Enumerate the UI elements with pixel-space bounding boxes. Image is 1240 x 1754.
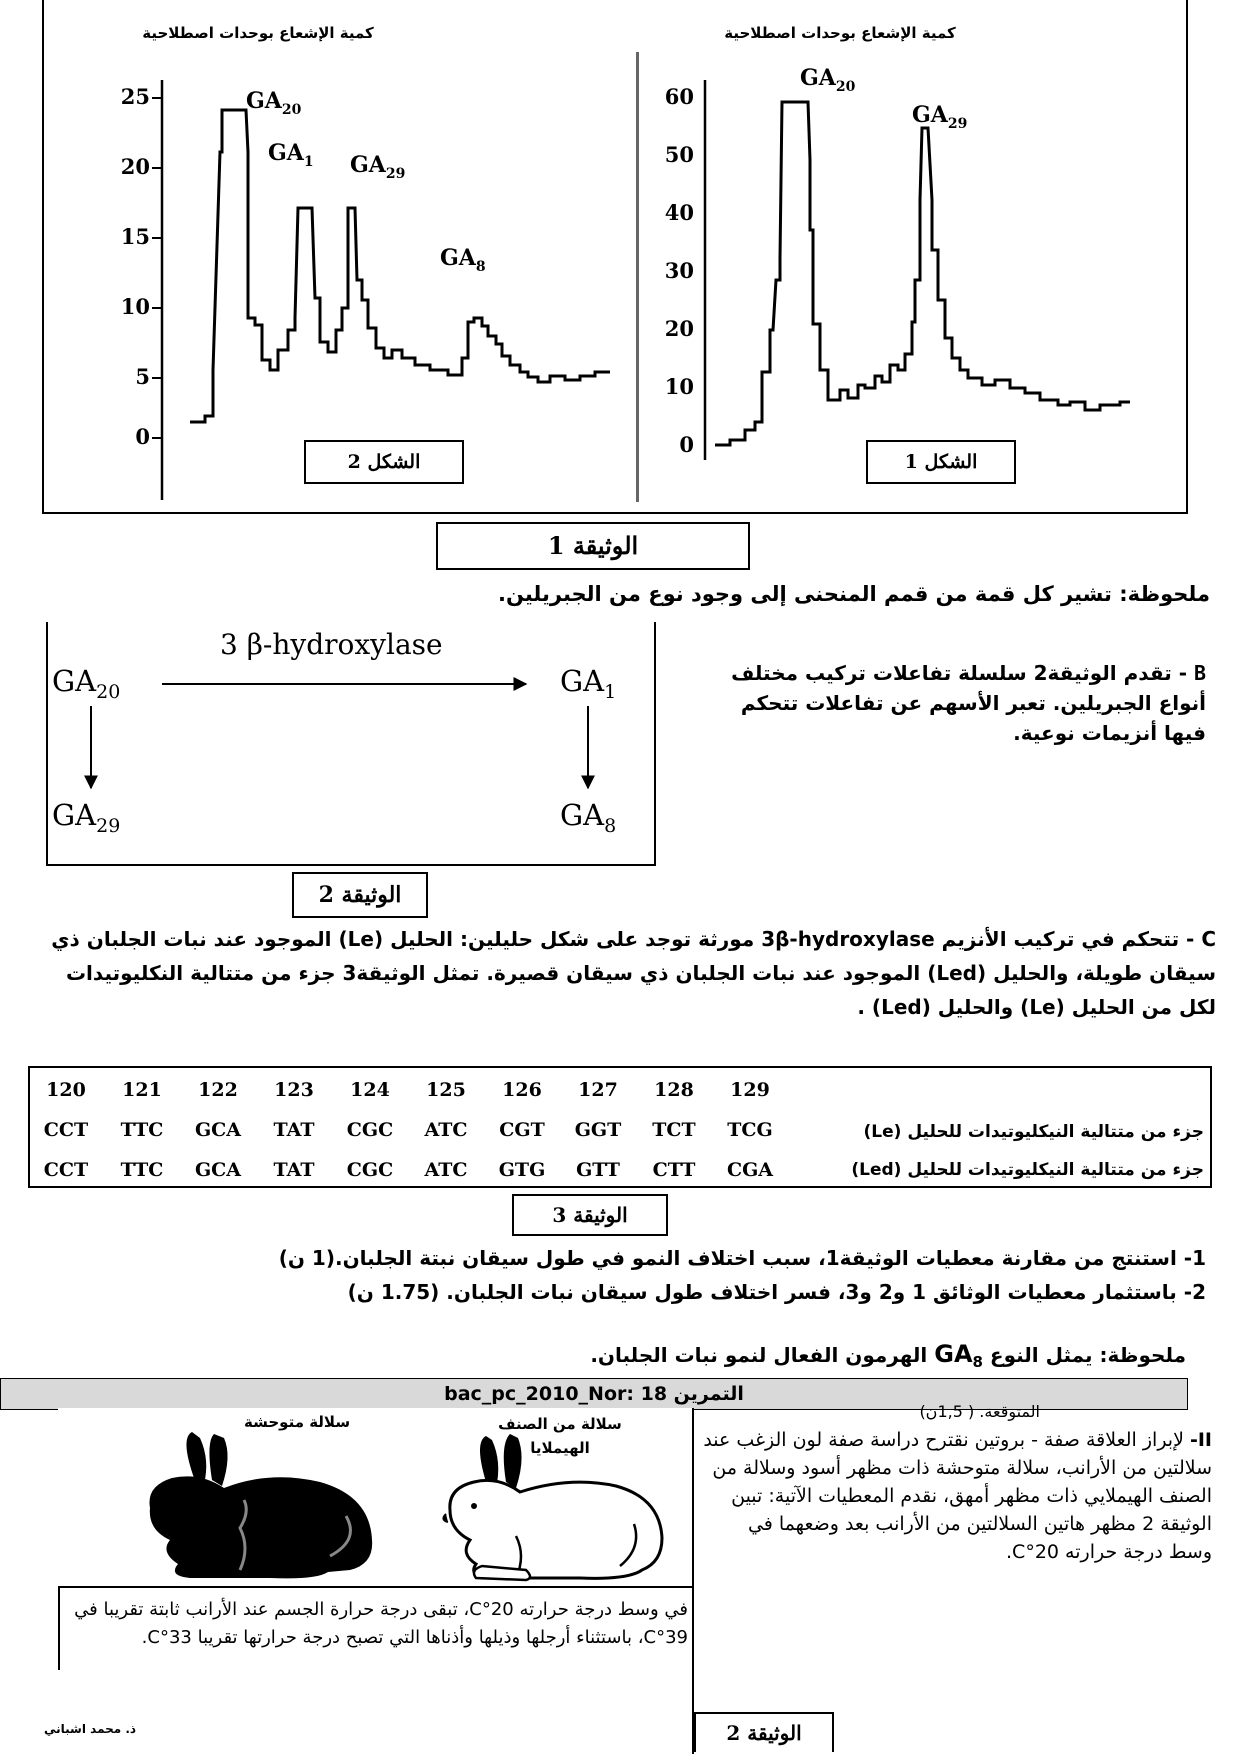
codon-cell: TTC [120,1119,164,1141]
codon-cell: CGA [726,1159,774,1181]
document-2-caption: الوثيقة 2 [292,872,428,918]
text-c-body: - تتحكم في تركيب الأنزيم 3β-hydroxylase مورثة توجد على شكل حليلين: الحليل (Le) الموجود عند نبات الجلبان ذي سيقان طويلة، والحليل (Led) الموجود عند نبات الجلبان ذي سيقان قصيرة. تمثل الوثيقة3 جزء من متتالية النكليوتيدات لكل من الحليل (Le) والحليل (Led) . [51,927,1216,1019]
position-cell: 129 [730,1079,770,1101]
left-ylabel: كمية الإشعاع بوحدات اصطلاحية [142,24,374,42]
codon-cell: CGC [346,1159,394,1181]
codon-cell: TAT [273,1159,315,1181]
document-3-caption: الوثيقة 3 [512,1194,668,1236]
led-codon-row [28,1150,788,1190]
right-ytick-label: 30 [664,258,694,283]
right-ytick-label: 0 [679,432,694,457]
right-ytick-label: 10 [664,374,694,399]
codon-cell: CCT [43,1119,89,1141]
ex18-document-2-caption: الوثيقة 2 [694,1712,834,1752]
right-ytick-label: 50 [664,142,694,167]
document-1-caption: الوثيقة 1 [436,522,750,570]
note-2 [220,1340,1186,1371]
right-ytick-label: 60 [664,84,694,109]
codon-cell: GGT [574,1119,622,1141]
right-peak-labels [800,65,967,132]
middle-vertical-line [692,1408,694,1754]
position-cell: 128 [654,1079,694,1101]
codon-cell: CTT [652,1159,696,1181]
text-c-letter: C [1201,927,1216,951]
section-ii-number: II- [1189,1429,1212,1451]
node-ga29: $GA_{29}$ [52,798,121,837]
codon-cell: GCA [194,1159,242,1181]
note-2-sub: 8 [972,1353,983,1371]
codon-cell: CGC [346,1119,394,1141]
section-ii-text [702,1426,1212,1566]
codon-cell: TAT [273,1119,315,1141]
left-ytick-label: 25 [120,84,150,109]
cut-text: المتوقعة. ( 1,5ن) [919,1402,1040,1421]
question-2: 2- باستثمار معطيات الوثائق 1 و2 و3، فسر اختلاف طول سيقان نبات الجلبان. (1.75 ن) [347,1280,1206,1304]
author: ذ. محمد اشباني [44,1722,137,1736]
temperature-text: في وسط درجة حرارته 20°C، تبقى درجة حرارة الجسم عند الأرانب ثابتة تقريبا في 39°C، باستثناء أرجلها وذيلها وأذناها التي تصبح درجة حرارتها تقريبا 33°C. [74,1599,688,1648]
position-cell: 123 [274,1079,314,1101]
sequence-table [28,1070,788,1190]
right-ytick-label: 20 [664,316,694,341]
position-cell: 120 [46,1079,86,1101]
right-ylabel: كمية الإشعاع بوحدات اصطلاحية [724,24,956,42]
codon-cell: GTG [498,1159,546,1181]
position-cell: 122 [198,1079,238,1101]
codon-cell: CGT [499,1119,545,1141]
note-2-after: الهرمون الفعال لنمو نبات الجلبان. [590,1343,935,1367]
left-ytick-labels [121,84,150,449]
position-cell: 126 [502,1079,542,1101]
codon-cell: TCG [727,1119,773,1141]
note-2-before: ملحوظة: يمثل النوع [982,1343,1186,1367]
peak-label-ga29: $GA_{29}$ [350,152,406,182]
le-codon-row [28,1110,788,1150]
codon-cell: TTC [120,1159,164,1181]
position-cell: 121 [122,1079,162,1101]
note-2-ga: GA [934,1340,973,1368]
wild-rabbit-image [120,1430,380,1584]
himalayan-rabbit-image [430,1430,690,1584]
peak-label-ga20: $GA_{20}$ [800,65,856,95]
question-1: 1- استنتج من مقارنة معطيات الوثيقة1، سبب اختلاف النمو في طول سيقان نبتة الجلبان.(1 ن) [278,1246,1206,1270]
rabbit-himalaya-label: سلالة من الصنف الهيملايا [498,1415,622,1457]
left-ytick-label: 0 [135,424,150,449]
position-cell: 125 [426,1079,466,1101]
left-ytick-label: 15 [120,224,150,249]
peak-label-ga8: $GA_8$ [440,245,486,275]
led-row-label: جزء من متتالية النيكليوتيدات للحليل (Led) [851,1160,1204,1180]
codon-cell: TCT [652,1119,696,1141]
peak-label-ga29: $GA_{29}$ [912,102,968,132]
position-row [28,1070,788,1110]
enzyme-label: 3 β-hydroxylase [220,628,443,661]
codon-cell: ATC [424,1119,468,1141]
node-ga8: $GA_8$ [560,798,617,837]
codon-cell: CCT [43,1159,89,1181]
peak-label-ga20: $GA_{20}$ [246,88,302,118]
right-ytick-label: 40 [664,200,694,225]
section-ii-body: لإبراز العلاقة صفة - بروتين نقترح دراسة صفة لون الزغب عند سلالتين من الأرانب، سلالة متوحشة ذات مظهر أسود وسلالة من الصنف الهيملايي ذات مظهر أمهق، نقدم المعطيات الآتية: تبين الوثيقة 2 مظهر هاتين السلالتين من الأرانب بعد وضعهما في وسط درجة حرارته 20°C. [703,1429,1212,1563]
text-b-letter: B [1193,661,1206,685]
left-ytick-label: 10 [120,294,150,319]
exercise-bar: bac_pc_2010_Nor: التمرين 18 [0,1378,1188,1410]
text-c [40,922,1216,1024]
codon-cell: GTT [576,1159,620,1181]
codon-cell: ATC [424,1159,468,1181]
doc1-note: ملحوظة: تشير كل قمة من قمم المنحنى إلى وجود نوع من الجبريلين. [497,582,1210,606]
codon-cell: GCA [194,1119,242,1141]
left-ytick-label: 20 [120,154,150,179]
node-ga1: $GA_1$ [560,664,617,703]
peak-label-ga1: $GA_1$ [268,140,314,170]
right-figure-label: الشكل 1 [866,440,1016,484]
text-b [706,658,1206,748]
le-row-label: جزء من متتالية النيكليوتيدات للحليل (Le) [863,1122,1204,1142]
position-cell: 124 [350,1079,390,1101]
rabbit-wild-label: سلالة متوحشة [244,1413,351,1431]
left-figure-label: الشكل 2 [304,440,464,484]
position-cell: 127 [578,1079,618,1101]
text-b-body: - تقدم الوثيقة2 سلسلة تفاعلات تركيب مختلف أنواع الجبريلين. تعبر الأسهم عن تفاعلات تتحكم فيها أنزيمات نوعية. [731,661,1206,745]
left-ytick-label: 5 [135,364,150,389]
left-peak-labels [246,88,486,275]
node-ga20: $GA_{20}$ [52,664,121,703]
right-ytick-labels [665,84,694,457]
